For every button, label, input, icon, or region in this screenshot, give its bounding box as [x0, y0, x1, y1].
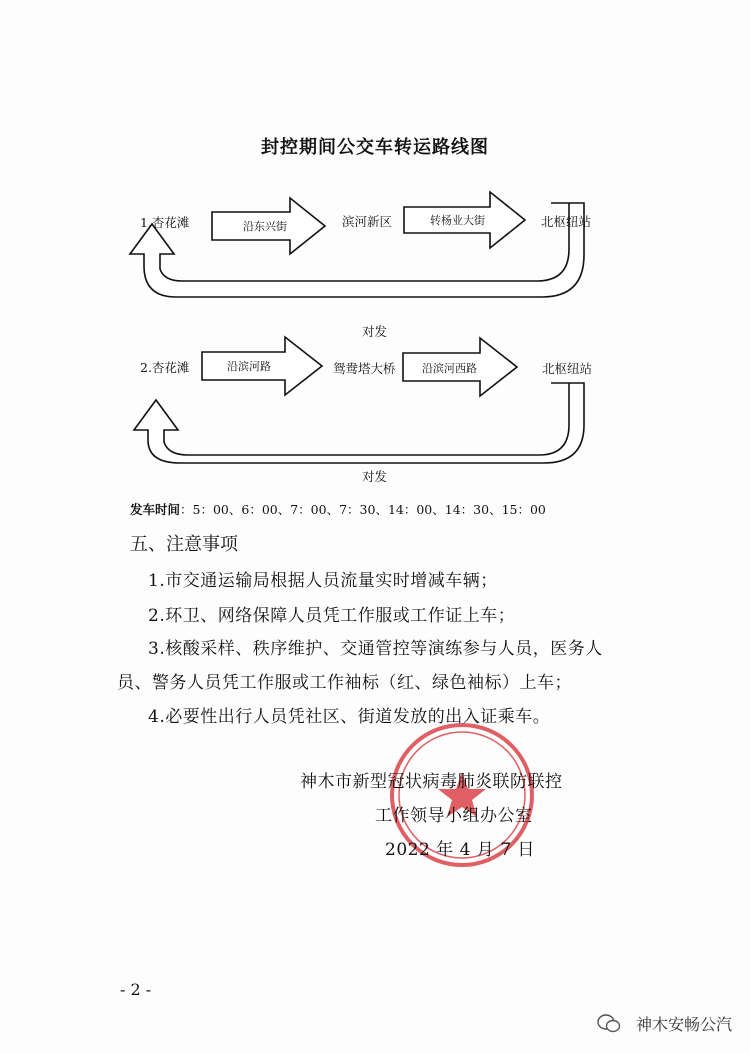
route1-end: 北枢纽站	[541, 214, 592, 229]
route1-mid: 滨河新区	[342, 214, 393, 229]
note-4: 4.必要性出行人员凭社区、街道发放的出入证乘车。	[148, 707, 551, 727]
route2-mid: 鸳鸯塔大桥	[333, 361, 396, 376]
route2-via1: 沿滨河路	[227, 360, 271, 373]
route2-end: 北枢纽站	[542, 361, 593, 376]
route1-return-label: 对发	[362, 324, 388, 339]
note-2: 2.环卫、网络保障人员凭工作服或工作证上车；	[148, 606, 516, 626]
section-title: 五、注意事项	[130, 534, 238, 555]
departure-schedule	[130, 500, 546, 518]
schedule-times: ：5：00、6：00、7：00、7：30、14：00、14：30、15：00	[180, 502, 546, 517]
watermark-text: 神木安畅公汽	[635, 1015, 732, 1034]
route1-via1: 沿东兴街	[243, 220, 287, 233]
schedule-label: 发车时间	[130, 502, 181, 517]
signature-date: 2022 年 4 月 7 日	[385, 840, 535, 860]
route2-return-arrow	[134, 383, 584, 463]
route2-start: 2.杏花滩	[140, 360, 190, 375]
route2-via2: 沿滨河西路	[422, 362, 477, 375]
signature-org-line2: 工作领导小组办公室	[375, 806, 533, 826]
wechat-icon	[598, 1015, 620, 1032]
note-3-cont: 员、警务人员凭工作服或工作袖标（红、绿色袖标）上车；	[117, 673, 572, 693]
page-title: 封控期间公交车转运路线图	[261, 137, 489, 158]
page-number: - 2 -	[120, 980, 152, 999]
signature-org-line1: 神木市新型冠状病毒肺炎联防联控	[300, 772, 563, 792]
route1-start: 1.杏花滩	[140, 215, 190, 230]
note-1: 1.市交通运输局根据人员流量实时增减车辆；	[148, 571, 498, 591]
route2-return-label: 对发	[362, 469, 388, 484]
route1-via2: 转杨业大街	[430, 214, 485, 227]
note-3: 3.核酸采样、秩序维护、交通管控等演练参与人员，医务人	[148, 639, 603, 659]
